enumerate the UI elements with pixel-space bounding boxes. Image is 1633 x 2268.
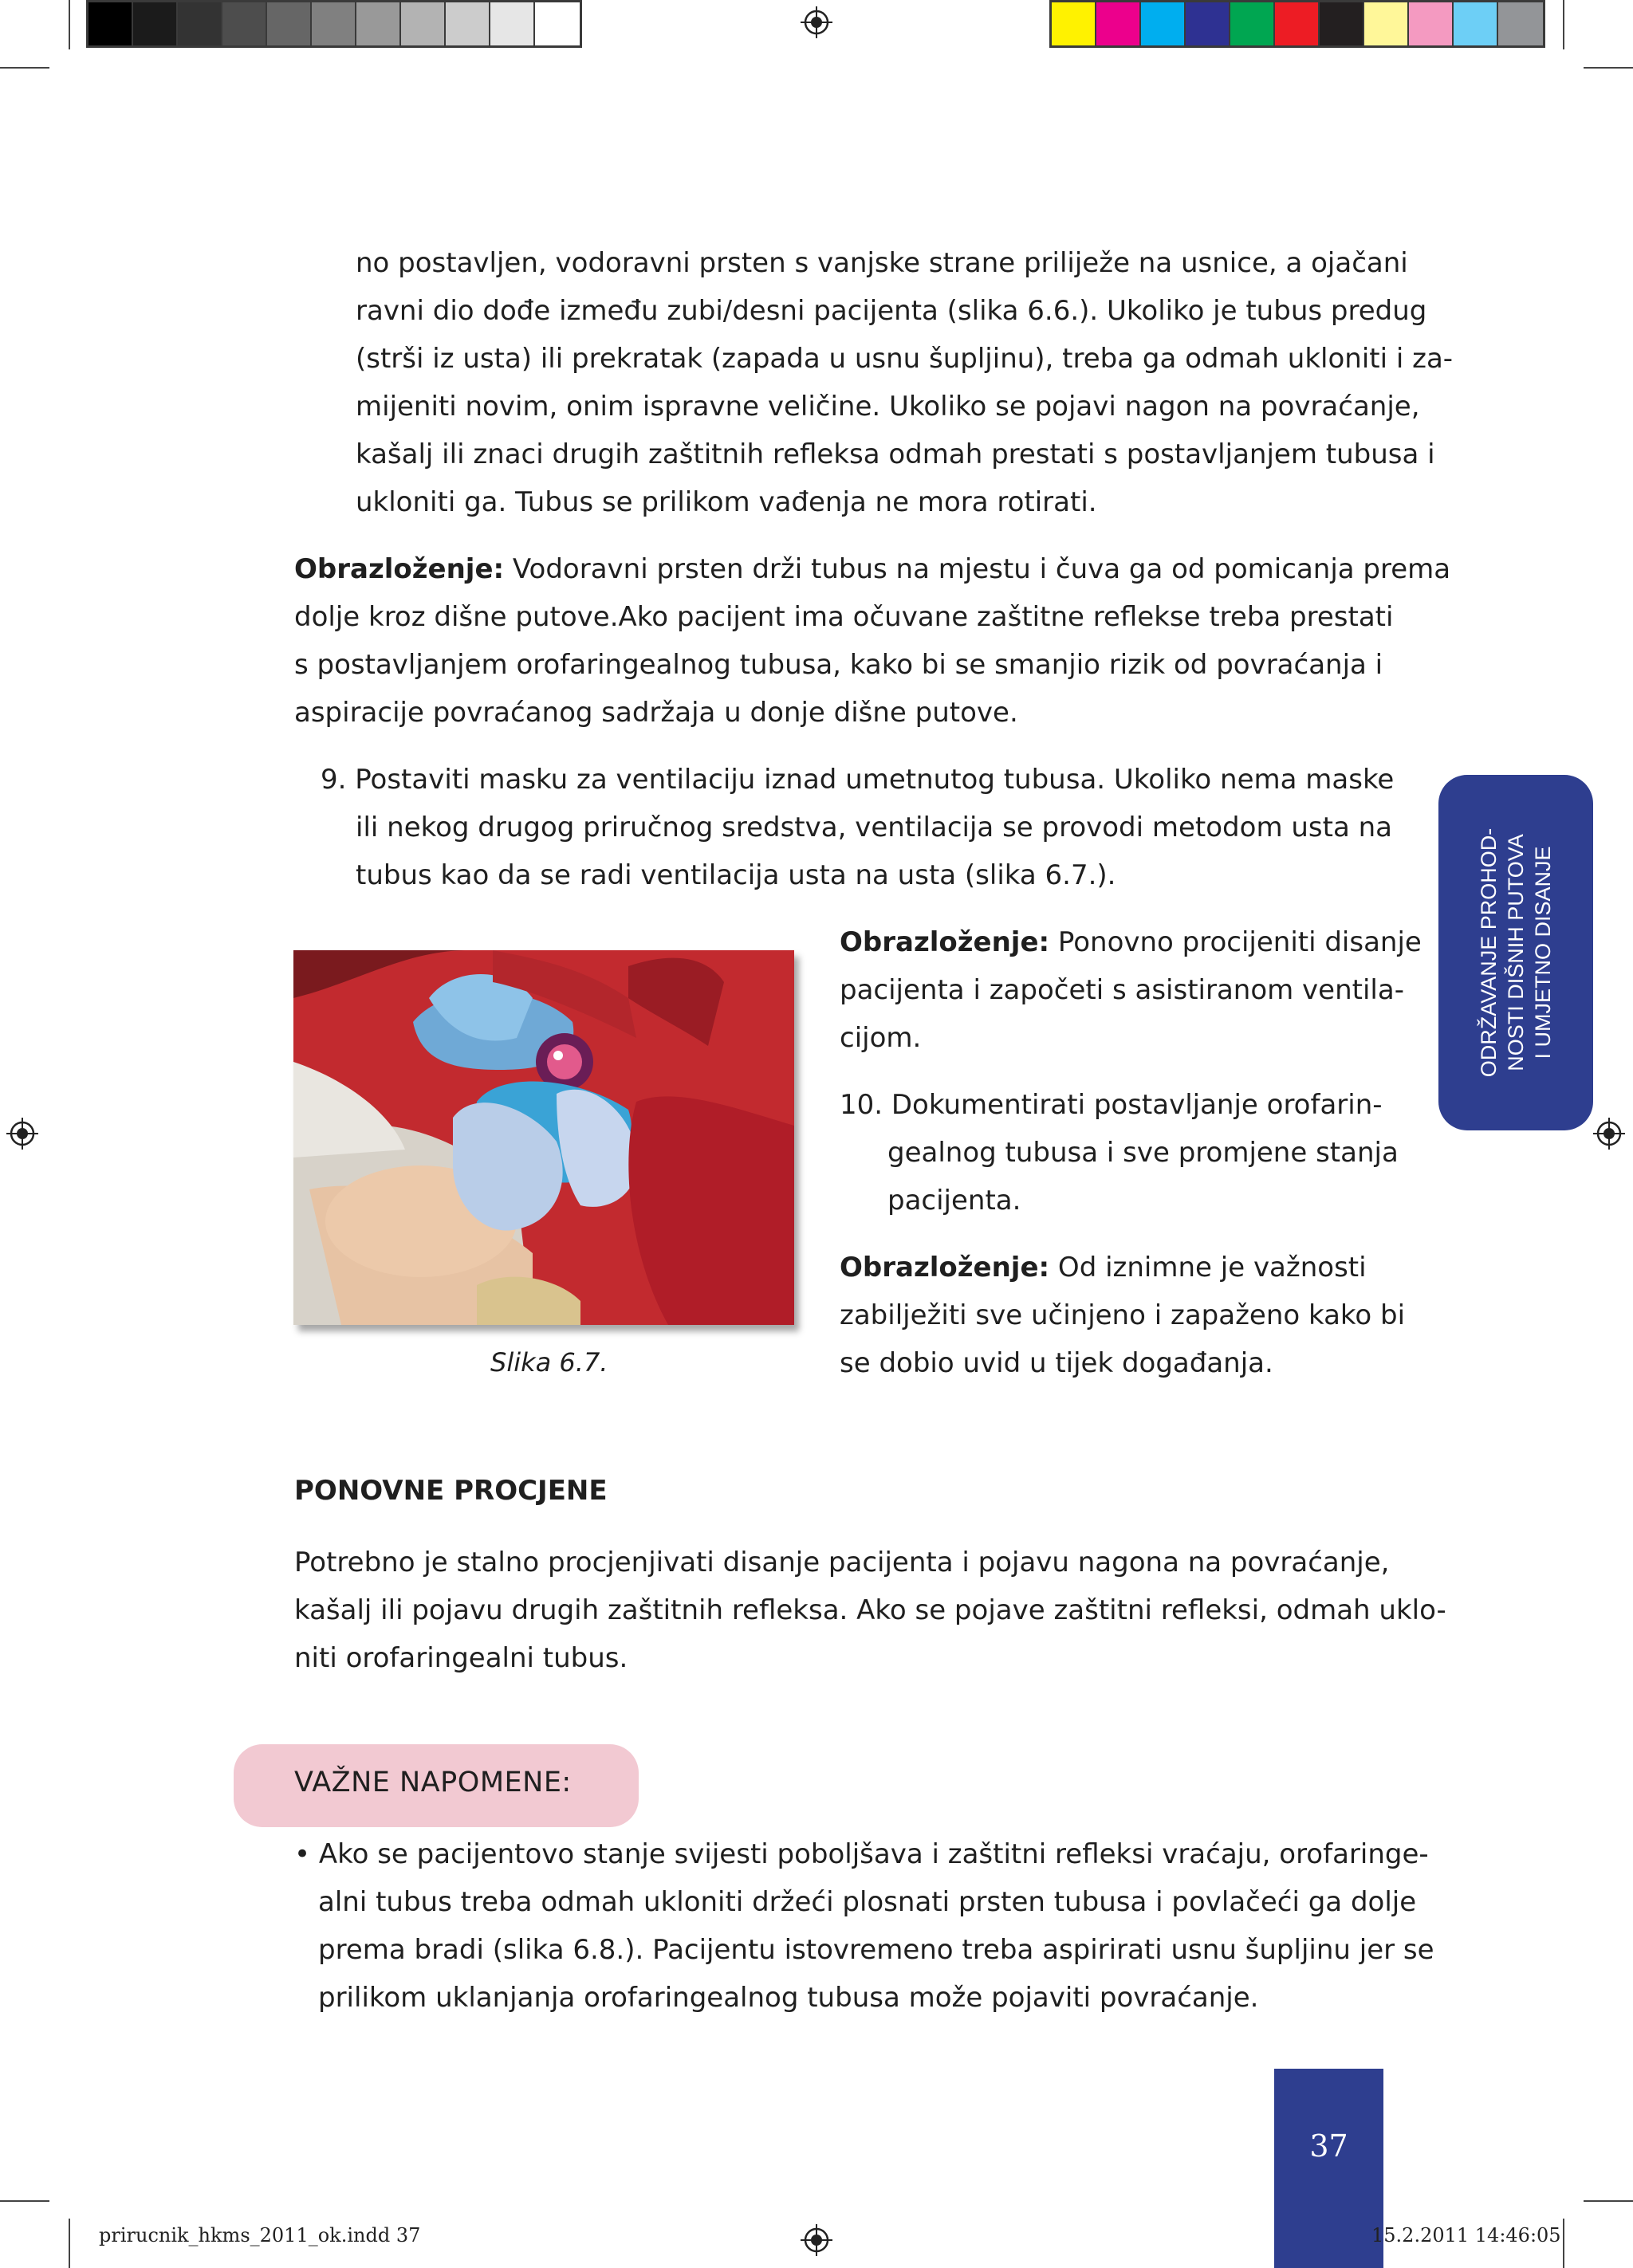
list-item-9: 9. Postaviti masku za ventilaciju iznad umetnutog tubusa. Ukoliko nema maske ili nekog drugog priručnog sredstva, ventilacija se provodi metodom usta na tubus kao da se radi ventilacija usta na usta (slika 6.7.). bbox=[321, 764, 1395, 891]
side-tab-line: I UMJETNO DISANJE bbox=[1531, 846, 1555, 1059]
crop-mark bbox=[1563, 2219, 1564, 2268]
registration-mark-left bbox=[6, 1118, 38, 1150]
crop-mark bbox=[1584, 67, 1633, 69]
gray-color-bar bbox=[86, 0, 582, 48]
chapter-side-tab bbox=[1438, 775, 1593, 1130]
color-swatch bbox=[1186, 2, 1230, 45]
color-swatch bbox=[178, 2, 222, 45]
color-swatch bbox=[535, 2, 580, 45]
figure-caption: Slika 6.7. bbox=[490, 1347, 608, 1378]
paragraph-rationale-2: Obrazloženje: Ponovno procijeniti disanje pacijenta i započeti s asistiranom ventila- cijom. bbox=[840, 926, 1422, 1054]
color-swatch bbox=[401, 2, 446, 45]
color-swatch bbox=[1275, 2, 1320, 45]
rationale-label: Obrazloženje: bbox=[840, 1252, 1050, 1283]
registration-mark-top bbox=[801, 6, 832, 38]
footer-timestamp: 15.2.2011 14:46:05 bbox=[1371, 2224, 1561, 2246]
crop-mark bbox=[0, 67, 49, 69]
crop-mark bbox=[1563, 0, 1564, 49]
bullet-item: • Ako se pacijentovo stanje svijesti poboljšava i zaštitni refleksi vraćaju, orofaringe- alni tubus treba odmah ukloniti držeći plosnati prsten tubusa i povlačeći ga dolje prema bradi (slika 6.8.). Pacijentu istovremeno treba aspirirati usnu šupljinu jer se prilikom uklanjanja orofaringealnog tubusa može pojaviti povraćanje. bbox=[294, 1838, 1434, 2014]
color-swatch bbox=[1230, 2, 1275, 45]
crop-mark bbox=[0, 2200, 49, 2202]
list-item-10: 10. Dokumentirati postavljanje orofarin- gealnog tubusa i sve promjene stanja pacijenta. bbox=[840, 1089, 1399, 1217]
process-color-bar bbox=[1049, 0, 1545, 48]
paragraph-tubus-placement: no postavljen, vodoravni prsten s vanjske strane priliježe na usnice, a ojačani ravni dio dođe između zubi/desni pacijenta (slika 6.6.). Ukoliko je tubus predug (strši iz usta) ili prekratak (zapada u usnu šupljinu), treba ga odmah ukloniti i za- mijeniti novim, onim ispravne veličine. Ukoliko se pojavi nagon na povraćanje, kašalj ili znaci drugih zaštitnih refleksa odmah prestati s postavljanjem tubusa i ukloniti ga. Tubus se prilikom vađenja ne mora rotirati. bbox=[356, 247, 1454, 518]
color-swatch bbox=[490, 2, 535, 45]
color-swatch bbox=[1320, 2, 1364, 45]
figure-ventilation-mask-photo bbox=[293, 950, 794, 1325]
registration-mark-right bbox=[1593, 1118, 1625, 1150]
color-swatch bbox=[1052, 2, 1096, 45]
color-swatch bbox=[222, 2, 267, 45]
page-number: 37 bbox=[1309, 2128, 1348, 2164]
page-number-box bbox=[1274, 2069, 1383, 2268]
color-swatch bbox=[1409, 2, 1454, 45]
crop-mark bbox=[69, 2219, 70, 2268]
color-swatch bbox=[267, 2, 312, 45]
color-swatch bbox=[1141, 2, 1186, 45]
section-heading: PONOVNE PROCJENE bbox=[294, 1475, 608, 1507]
important-notes-banner bbox=[234, 1744, 639, 1827]
footer-file-name: prirucnik_hkms_2011_ok.indd 37 bbox=[99, 2224, 421, 2246]
crop-mark bbox=[1584, 2200, 1633, 2202]
color-swatch bbox=[446, 2, 490, 45]
color-swatch bbox=[89, 2, 133, 45]
rationale-label: Obrazloženje: bbox=[840, 926, 1050, 958]
color-swatch bbox=[1454, 2, 1498, 45]
color-swatch bbox=[312, 2, 356, 45]
side-tab-line: NOSTI DIŠNIH PUTOVA bbox=[1504, 834, 1528, 1071]
color-swatch bbox=[1364, 2, 1409, 45]
paragraph-rationale-3: Obrazloženje: Od iznimne je važnosti zabilježiti sve učinjeno i zapaženo kako bi se dobio uvid u tijek događanja. bbox=[840, 1252, 1406, 1379]
side-tab-line: ODRŽAVANJE PROHOD- bbox=[1477, 827, 1501, 1078]
color-swatch bbox=[1498, 2, 1543, 45]
rationale-label: Obrazloženje: bbox=[294, 553, 505, 585]
paragraph-reassessment: Potrebno je stalno procjenjivati disanje pacijenta i pojavu nagona na povraćanje, kašalj ili pojavu drugih zaštitnih refleksa. Ako se pojave zaštitni refleksi, odmah uklo- niti orofaringealni tubus. bbox=[294, 1547, 1446, 1674]
paragraph-rationale-1: Obrazloženje: Vodoravni prsten drži tubus na mjestu i čuva ga od pomicanja prema dolje kroz dišne putove.Ako pacijent ima očuvane zaštitne reflekse treba prestati s postavljanjem orofaringealnog tubusa, kako bi se smanjio rizik od povraćanja i aspiracije povraćanog sadržaja u donje dišne putove. bbox=[294, 553, 1451, 729]
important-notes-title: VAŽNE NAPOMENE: bbox=[294, 1767, 572, 1798]
crop-mark bbox=[69, 0, 70, 49]
color-swatch bbox=[356, 2, 401, 45]
color-swatch bbox=[133, 2, 178, 45]
registration-mark-bottom bbox=[801, 2224, 832, 2256]
color-swatch bbox=[1096, 2, 1141, 45]
